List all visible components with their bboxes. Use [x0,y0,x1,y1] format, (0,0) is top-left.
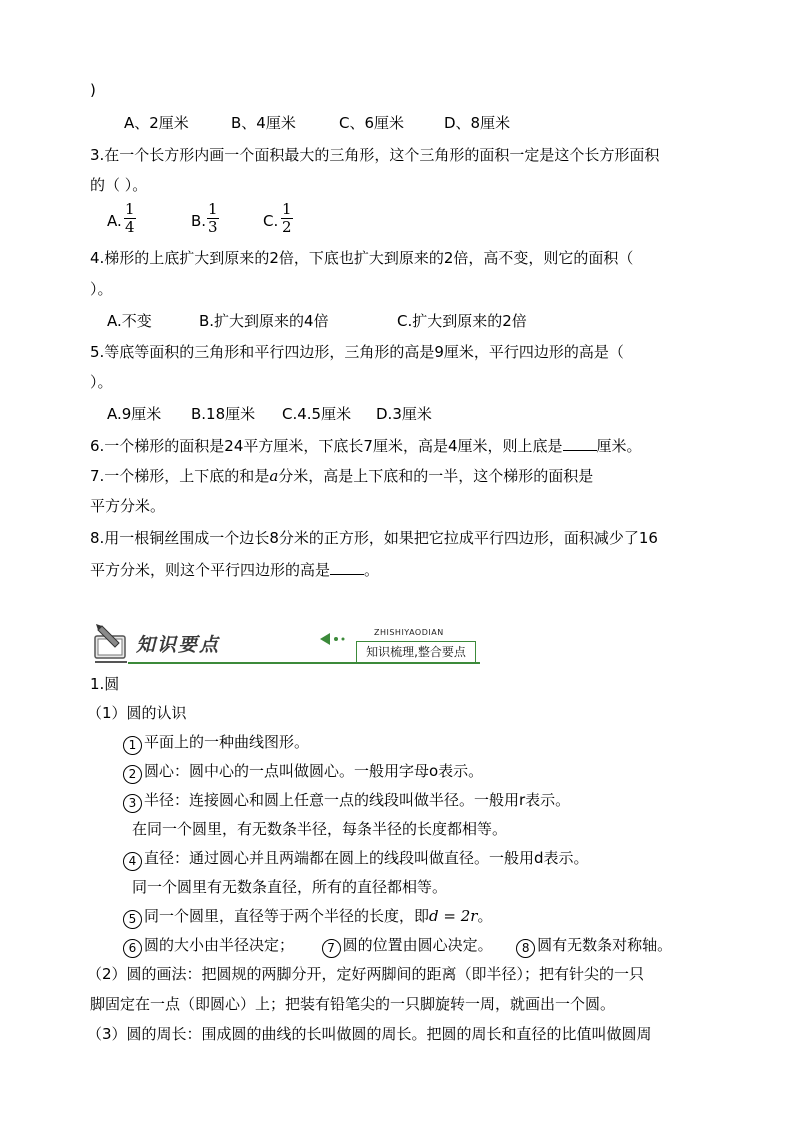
q8-end: 。 [364,561,380,579]
q4-option-a: A.不变 [107,312,152,330]
item-7-text: 圆的位置由圆心决定。 [342,936,493,954]
item-text: 平面上的一种曲线图形。 [144,733,310,751]
arrow-left-icon [320,632,350,646]
number-marker: 2 [123,765,142,784]
q5-option-a: A.9厘米 [107,405,162,423]
diameter-note: 同一个圆里有无数条直径，所有的直径都相等。 [132,878,448,896]
item-text: 圆心：圆中心的一点叫做圆心。一般用字母o表示。 [144,762,484,780]
q5-option-d: D.3厘米 [376,405,432,423]
q8-line2 [90,560,379,580]
q3-option-c-denominator: 2 [282,218,292,236]
q2-option-a: A、2厘米 [124,114,189,132]
banner-underline [128,662,480,664]
circle-item-4 [123,848,589,871]
q3-option-a-prefix: A. [107,212,122,230]
q3-option-c-prefix: C. [263,212,279,230]
q3-option-b-fraction [207,201,219,236]
q3-option-a-numerator: 1 [125,200,135,218]
q5-option-c: C.4.5厘米 [282,405,352,423]
q6-answer-blank [563,436,597,451]
number-marker: 1 [123,736,142,755]
number-marker: 5 [123,910,142,929]
q4-option-b: B.扩大到原来的4倍 [199,312,329,330]
circle-items-6-8 [123,935,672,958]
subsection-1-heading: （1）圆的认识 [87,704,187,722]
banner-subtitle: 知识梳理,整合要点 [356,641,476,663]
subsection-2-line2: 脚固定在一点（即圆心）上；把装有铅笔尖的一只脚旋转一周，就画出一个圆。 [90,995,616,1013]
q2-option-b: B、4厘米 [231,114,296,132]
q6-text: 6.一个梯形的面积是24平方厘米，下底长7厘米，高是4厘米，则上底是 [90,437,563,455]
q4-line2: ）。 [90,280,113,298]
q7-text-b: 分米，高是上下底和的一半，这个梯形的面积是 [278,467,594,485]
item-text: 半径：连接圆心和圆上任意一点的线段叫做半径。一般用r表示。 [144,791,571,809]
q3-option-b-prefix: B. [191,212,207,230]
q6-line [90,436,642,456]
circle-item-2 [123,761,483,784]
q3-option-c-fraction [281,201,293,236]
diameter-formula: d = 2r [429,907,478,925]
q3-line2: 的（ ）。 [90,176,148,194]
number-marker: 8 [516,939,535,958]
q3-option-a-fraction [124,201,136,236]
book-pencil-icon [92,622,128,664]
q8-text: 平方分米，则这个平行四边形的高是 [90,561,331,579]
q4-option-c: C.扩大到原来的2倍 [397,312,527,330]
number-marker: 6 [123,939,142,958]
number-marker: 3 [123,794,142,813]
circle-item-3 [123,790,570,813]
q8-line1: 8.用一根铜丝围成一个边长8分米的正方形，如果把它拉成平行四边形，面积减少了16 [90,529,658,547]
subsection-2-line1: （2）圆的画法：把圆规的两脚分开，定好两脚间的距离（即半径）；把有针尖的一只 [87,965,645,983]
q7-line1 [90,466,593,486]
q3-option-b-numerator: 1 [208,200,218,218]
number-marker: 4 [123,852,142,871]
q4-line1: 4.梯形的上底扩大到原来的2倍，下底也扩大到原来的2倍，高不变，则它的面积（ [90,249,634,267]
q2-option-c: C、6厘米 [339,114,405,132]
item-text: 同一个圆里，直径等于两个半径的长度，即 [144,907,430,925]
q5-line2: ）。 [90,373,113,391]
number-marker: 7 [322,939,341,958]
q5-option-b: B.18厘米 [191,405,256,423]
q2-paren-close: ) [90,81,96,99]
knowledge-points-banner [88,622,480,668]
q7-text-a: 7.一个梯形，上下底的和是 [90,467,270,485]
subsection-3-line1: （3）圆的周长：围成圆的曲线的长叫做圆的周长。把圆的周长和直径的比值叫做圆周 [87,1025,652,1043]
section-heading: 1.圆 [90,675,120,693]
item-6-text: 圆的大小由半径决定； [144,936,295,954]
q8-answer-blank [330,560,364,575]
q7-variable: a [269,467,279,485]
item-text: 直径：通过圆心并且两端都在圆上的线段叫做直径。一般用d表示。 [144,849,589,867]
circle-item-1 [123,732,309,755]
q3-line1: 3.在一个长方形内画一个面积最大的三角形，这个三角形的面积一定是这个长方形面积 [90,146,660,164]
q6-unit: 厘米。 [596,437,642,455]
circle-item-5 [123,906,492,929]
item-8-text: 圆有无数条对称轴。 [537,936,673,954]
q2-option-d: D、8厘米 [444,114,511,132]
item-end: 。 [477,907,493,925]
q5-line1: 5.等底等面积的三角形和平行四边形，三角形的高是9厘米，平行四边形的高是（ [90,343,624,361]
q3-option-a-denominator: 4 [125,218,135,236]
banner-pinyin: ZHISHIYAODIAN [374,628,444,637]
q3-option-b-denominator: 3 [208,218,218,236]
q7-line2: 平方分米。 [90,497,166,515]
banner-title: 知识要点 [136,634,221,656]
radius-note: 在同一个圆里，有无数条半径，每条半径的长度都相等。 [132,820,508,838]
q3-option-c-numerator: 1 [282,200,292,218]
